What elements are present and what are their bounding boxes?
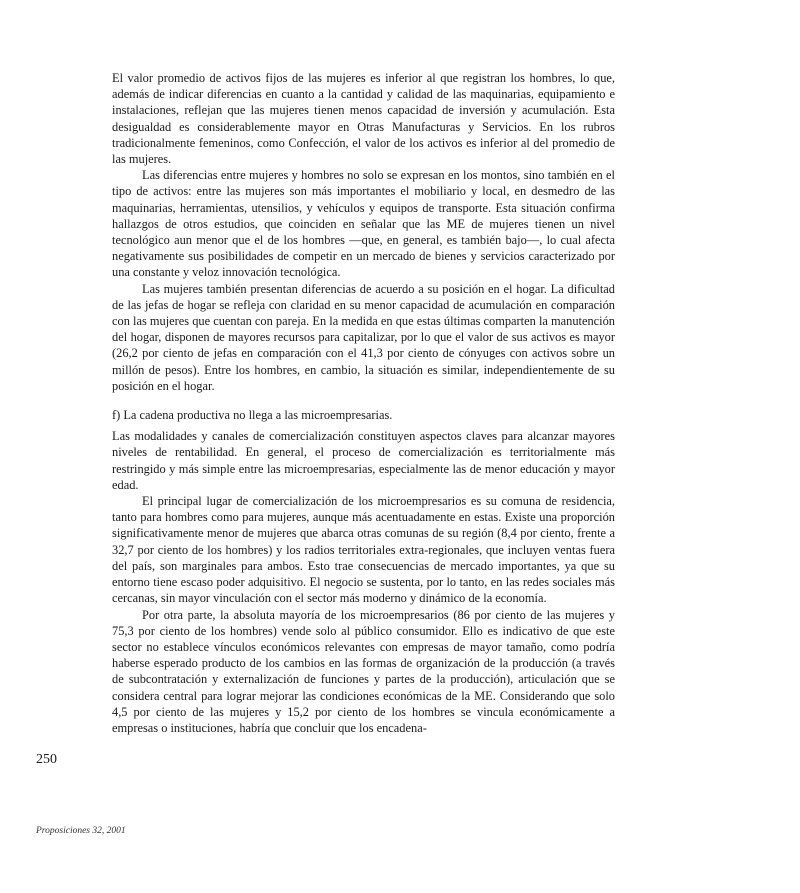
section-heading: f) La cadena productiva no llega a las microempresarias.	[112, 408, 393, 423]
paragraph: Las mujeres también presentan diferencias de acuerdo a su posición en el hogar. La dificultad de las jefas de hogar se refleja con claridad en su menor capacidad de acumulación en comparación con las mujeres que cuentan con pareja. En la medida en que estas últimas comparten la manutención del hogar, disponen de mayores recursos para capitalizar, por lo que el valor de sus activos es mayor (26,2 por ciento de jefas en comparación con el 41,3 por ciento de cónyuges con activos sobre un millón de pesos). Entre los hombres, en cambio, la situación es similar, independientemente de su posición en el hogar.	[112, 281, 615, 393]
page-number: 250	[36, 752, 57, 767]
paragraph: Por otra parte, la absoluta mayoría de los microempresarios (86 por ciento de las mujeres y 75,3 por ciento de los hombres) vende solo al público consumidor. Ello es indicativo de que este sector no establece vínculos económicos relevantes con empresas de mayor tamaño, como podría haberse esperado producto de los cambios en las formas de organización de la producción (a través de subcontratación y externalización de funciones y partes de la producción), articulación que se considera central para lograr mejorar las condiciones económicas de la ME. Considerando que solo 4,5 por ciento de las mujeres y 15,2 por ciento de los hombres se vincula económicamente a empresas o instituciones, habría que concluir que los encadena-	[112, 607, 615, 735]
paragraph: El valor promedio de activos fijos de las mujeres es inferior al que registran los hombres, lo que, además de indicar diferencias en cuanto a la cantidad y calidad de las maquinarias, equipamiento e instalaciones, reflejan que las mujeres tienen menos capacidad de inversión y acumulación. Esta desigualdad es considerablemente mayor en Otras Manufacturas y Servicios. En los rubros tradicionalmente femeninos, como Confección, el valor de los activos es inferior al del promedio de las mujeres.	[112, 71, 615, 167]
paragraph: Las diferencias entre mujeres y hombres no solo se expresan en los montos, sino también en el tipo de activos: entre las mujeres son más importantes el mobiliario y local, en desmedro de las maquinarias, herramientas, utensilios, y vehículos y equipos de transporte. Esta situación confirma hallazgos de otros estudios, que coinciden en señalar que las ME de mujeres tienen un nivel tecnológico aun menor que el de los hombres —que, en general, es también bajo—, lo cual afecta negativamente sus posibilidades de competir en un mercado de bienes y servicios caracterizado por una constante y veloz innovación tecnológica.	[112, 168, 615, 280]
paragraph: Las modalidades y canales de comercialización constituyen aspectos claves para alcanzar mayores niveles de rentabilidad. En general, el proceso de comercialización es territorialmente más restringido y más simple entre las microempresarias, especialmente las de menor educación y mayor edad.	[112, 429, 615, 492]
paragraph: El principal lugar de comercialización de los microempresarios es su comuna de residencia, tanto para hombres como para mujeres, aunque más acentuadamente en estas. Existe una proporción significativamente menor de mujeres que abarca otras comunas de su región (8,4 por ciento, frente a 32,7 por ciento de los hombres) y los radios territoriales extra-regionales, que incluyen ventas fuera del país, son marginales para ambos. Esto trae consecuencias de mercado importantes, ya que su entorno tiene escaso poder adquisitivo. El negocio se sustenta, por lo tanto, en las redes sociales más cercanas, sin mayor vinculación con el sector más moderno y dinámico de la economía.	[112, 494, 615, 606]
journal-footer: Proposiciones 32, 2001	[36, 826, 126, 836]
body-text	[112, 70, 615, 736]
